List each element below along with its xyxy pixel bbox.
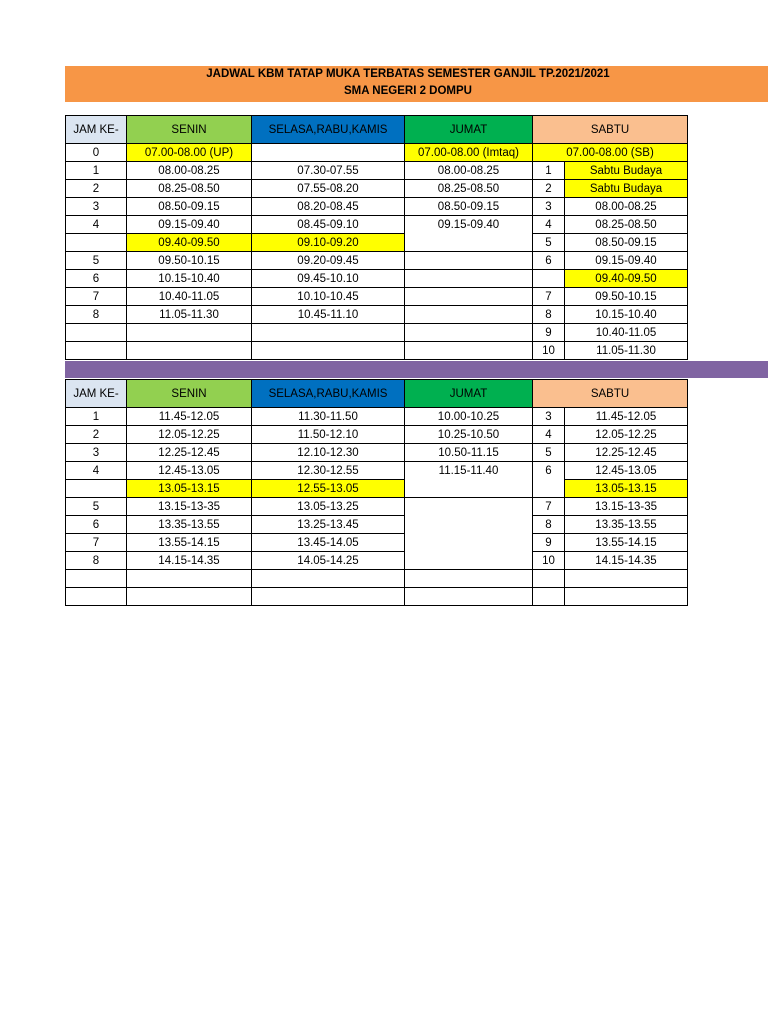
cell-selasa: 10.10-10.45 xyxy=(252,288,405,306)
cell-jumat xyxy=(405,324,533,342)
cell-sabtu-no: 9 xyxy=(533,534,565,552)
cell-selasa: 12.10-12.30 xyxy=(252,444,405,462)
cell-sabtu: 12.05-12.25 xyxy=(565,426,688,444)
cell-sabtu-no: 8 xyxy=(533,516,565,534)
cell-senin: 07.00-08.00 (UP) xyxy=(127,144,252,162)
cell-sabtu-no: 7 xyxy=(533,288,565,306)
cell-sabtu: 12.25-12.45 xyxy=(565,444,688,462)
cell-jam: 4 xyxy=(66,216,127,234)
cell-sabtu: 14.15-14.35 xyxy=(565,552,688,570)
table-row xyxy=(66,198,688,216)
cell-jam: 1 xyxy=(66,162,127,180)
table-row xyxy=(66,516,688,534)
cell-senin: 09.50-10.15 xyxy=(127,252,252,270)
header-selasa: SELASA,RABU,KAMIS xyxy=(252,380,405,408)
cell-sabtu: 09.40-09.50 xyxy=(565,270,688,288)
table-row xyxy=(66,480,688,498)
cell-sabtu: 11.45-12.05 xyxy=(565,408,688,426)
table-row xyxy=(66,444,688,462)
title-banner xyxy=(65,66,768,102)
cell-jumat xyxy=(405,534,533,552)
title-line-1: JADWAL KBM TATAP MUKA TERBATAS SEMESTER GANJIL TP.2021/2021 xyxy=(206,68,610,80)
table-row xyxy=(66,288,688,306)
cell-sabtu-no: 5 xyxy=(533,444,565,462)
cell-jumat xyxy=(405,270,533,288)
header-senin: SENIN xyxy=(127,116,252,144)
cell-jam: 6 xyxy=(66,270,127,288)
cell-senin: 12.25-12.45 xyxy=(127,444,252,462)
cell-selasa xyxy=(252,588,405,606)
cell-jam: 2 xyxy=(66,180,127,198)
cell-sabtu: 07.00-08.00 (SB) xyxy=(533,144,688,162)
cell-selasa: 13.45-14.05 xyxy=(252,534,405,552)
cell-jumat: 09.15-09.40 xyxy=(405,216,533,234)
cell-selasa: 08.45-09.10 xyxy=(252,216,405,234)
cell-jumat xyxy=(405,570,533,588)
cell-senin xyxy=(127,342,252,360)
cell-jam xyxy=(66,480,127,498)
table-row xyxy=(66,462,688,480)
cell-senin xyxy=(127,570,252,588)
cell-sabtu-no xyxy=(533,570,565,588)
cell-jumat: 11.15-11.40 xyxy=(405,462,533,480)
cell-jumat xyxy=(405,342,533,360)
table-row xyxy=(66,306,688,324)
cell-sabtu-no: 10 xyxy=(533,552,565,570)
cell-selasa xyxy=(252,324,405,342)
cell-sabtu-no xyxy=(533,270,565,288)
cell-jam xyxy=(66,324,127,342)
cell-sabtu: 13.15-13-35 xyxy=(565,498,688,516)
cell-jumat xyxy=(405,516,533,534)
cell-sabtu-no: 9 xyxy=(533,324,565,342)
cell-senin: 13.35-13.55 xyxy=(127,516,252,534)
cell-sabtu: 11.05-11.30 xyxy=(565,342,688,360)
cell-senin: 14.15-14.35 xyxy=(127,552,252,570)
cell-jam: 7 xyxy=(66,288,127,306)
cell-jam: 1 xyxy=(66,408,127,426)
cell-selasa: 13.25-13.45 xyxy=(252,516,405,534)
cell-sabtu-no: 2 xyxy=(533,180,565,198)
cell-sabtu: 10.40-11.05 xyxy=(565,324,688,342)
cell-sabtu: 08.25-08.50 xyxy=(565,216,688,234)
cell-senin: 10.40-11.05 xyxy=(127,288,252,306)
cell-selasa: 09.20-09.45 xyxy=(252,252,405,270)
cell-jumat: 08.25-08.50 xyxy=(405,180,533,198)
cell-jam xyxy=(66,342,127,360)
cell-jam: 7 xyxy=(66,534,127,552)
cell-senin: 13.05-13.15 xyxy=(127,480,252,498)
cell-senin: 11.05-11.30 xyxy=(127,306,252,324)
table-row xyxy=(66,270,688,288)
cell-sabtu-no: 3 xyxy=(533,198,565,216)
cell-senin xyxy=(127,588,252,606)
table-row xyxy=(66,534,688,552)
cell-sabtu-no: 4 xyxy=(533,426,565,444)
cell-jam: 6 xyxy=(66,516,127,534)
header-jumat: JUMAT xyxy=(405,380,533,408)
header-jumat: JUMAT xyxy=(405,116,533,144)
cell-sabtu-no: 1 xyxy=(533,162,565,180)
cell-senin xyxy=(127,324,252,342)
cell-senin: 08.00-08.25 xyxy=(127,162,252,180)
cell-senin: 10.15-10.40 xyxy=(127,270,252,288)
header-jam: JAM KE- xyxy=(66,380,127,408)
cell-selasa: 12.55-13.05 xyxy=(252,480,405,498)
table-row xyxy=(66,144,688,162)
cell-jam xyxy=(66,234,127,252)
cell-sabtu-no: 10 xyxy=(533,342,565,360)
cell-selasa: 09.45-10.10 xyxy=(252,270,405,288)
cell-jam: 5 xyxy=(66,498,127,516)
cell-jumat: 10.00-10.25 xyxy=(405,408,533,426)
cell-jam: 8 xyxy=(66,306,127,324)
schedule-table-2 xyxy=(65,379,688,606)
cell-sabtu: 13.55-14.15 xyxy=(565,534,688,552)
header-selasa: SELASA,RABU,KAMIS xyxy=(252,116,405,144)
table-row xyxy=(66,588,688,606)
cell-sabtu: 12.45-13.05 xyxy=(565,462,688,480)
cell-senin: 12.45-13.05 xyxy=(127,462,252,480)
cell-selasa xyxy=(252,570,405,588)
cell-jumat xyxy=(405,306,533,324)
cell-senin: 13.55-14.15 xyxy=(127,534,252,552)
table-row xyxy=(66,552,688,570)
cell-sabtu-no xyxy=(533,588,565,606)
cell-sabtu-no: 6 xyxy=(533,252,565,270)
table-row xyxy=(66,252,688,270)
cell-sabtu-no: 7 xyxy=(533,498,565,516)
cell-sabtu: 13.35-13.55 xyxy=(565,516,688,534)
cell-jam xyxy=(66,588,127,606)
cell-sabtu-no: 5 xyxy=(533,234,565,252)
cell-selasa: 08.20-08.45 xyxy=(252,198,405,216)
cell-sabtu xyxy=(565,570,688,588)
cell-jumat xyxy=(405,552,533,570)
cell-selasa: 11.50-12.10 xyxy=(252,426,405,444)
cell-jumat xyxy=(405,288,533,306)
cell-selasa xyxy=(252,342,405,360)
cell-selasa xyxy=(252,144,405,162)
cell-jumat xyxy=(405,480,533,498)
table-header-row xyxy=(66,380,688,408)
cell-sabtu-no xyxy=(533,480,565,498)
table-row xyxy=(66,408,688,426)
header-sabtu: SABTU xyxy=(533,116,688,144)
cell-jumat: 08.50-09.15 xyxy=(405,198,533,216)
cell-sabtu-no: 8 xyxy=(533,306,565,324)
cell-selasa: 13.05-13.25 xyxy=(252,498,405,516)
cell-jam: 3 xyxy=(66,198,127,216)
header-sabtu: SABTU xyxy=(533,380,688,408)
cell-jumat: 07.00-08.00 (Imtaq) xyxy=(405,144,533,162)
cell-sabtu: 09.50-10.15 xyxy=(565,288,688,306)
cell-senin: 09.40-09.50 xyxy=(127,234,252,252)
cell-jam: 8 xyxy=(66,552,127,570)
table-header-row xyxy=(66,116,688,144)
table-row xyxy=(66,498,688,516)
table-row xyxy=(66,162,688,180)
cell-jam: 3 xyxy=(66,444,127,462)
cell-selasa: 11.30-11.50 xyxy=(252,408,405,426)
cell-sabtu: Sabtu Budaya xyxy=(565,162,688,180)
cell-selasa: 10.45-11.10 xyxy=(252,306,405,324)
cell-senin: 08.50-09.15 xyxy=(127,198,252,216)
cell-jumat xyxy=(405,252,533,270)
cell-selasa: 14.05-14.25 xyxy=(252,552,405,570)
schedule-table-1 xyxy=(65,115,688,360)
table-row xyxy=(66,180,688,198)
cell-senin: 08.25-08.50 xyxy=(127,180,252,198)
cell-jam: 5 xyxy=(66,252,127,270)
cell-selasa: 07.30-07.55 xyxy=(252,162,405,180)
cell-jumat xyxy=(405,234,533,252)
cell-jumat: 10.50-11.15 xyxy=(405,444,533,462)
cell-jumat xyxy=(405,498,533,516)
cell-sabtu-no: 4 xyxy=(533,216,565,234)
cell-sabtu: 09.15-09.40 xyxy=(565,252,688,270)
cell-sabtu: 08.00-08.25 xyxy=(565,198,688,216)
section-separator xyxy=(65,361,768,378)
cell-jam: 0 xyxy=(66,144,127,162)
title-line-2: SMA NEGERI 2 DOMPU xyxy=(343,85,472,97)
table-row xyxy=(66,570,688,588)
cell-sabtu: Sabtu Budaya xyxy=(565,180,688,198)
cell-jam: 4 xyxy=(66,462,127,480)
table-row xyxy=(66,426,688,444)
cell-selasa: 09.10-09.20 xyxy=(252,234,405,252)
cell-selasa: 07.55-08.20 xyxy=(252,180,405,198)
cell-jam: 2 xyxy=(66,426,127,444)
cell-sabtu-no: 6 xyxy=(533,462,565,480)
cell-jumat: 10.25-10.50 xyxy=(405,426,533,444)
table-row xyxy=(66,216,688,234)
cell-senin: 11.45-12.05 xyxy=(127,408,252,426)
cell-selasa: 12.30-12.55 xyxy=(252,462,405,480)
cell-sabtu: 10.15-10.40 xyxy=(565,306,688,324)
cell-sabtu: 08.50-09.15 xyxy=(565,234,688,252)
table-row xyxy=(66,342,688,360)
cell-senin: 12.05-12.25 xyxy=(127,426,252,444)
cell-jumat xyxy=(405,588,533,606)
table-row xyxy=(66,324,688,342)
cell-senin: 13.15-13-35 xyxy=(127,498,252,516)
cell-jumat: 08.00-08.25 xyxy=(405,162,533,180)
header-jam: JAM KE- xyxy=(66,116,127,144)
cell-sabtu-no: 3 xyxy=(533,408,565,426)
cell-senin: 09.15-09.40 xyxy=(127,216,252,234)
cell-jam xyxy=(66,570,127,588)
cell-sabtu xyxy=(565,588,688,606)
table-row xyxy=(66,234,688,252)
header-senin: SENIN xyxy=(127,380,252,408)
cell-sabtu: 13.05-13.15 xyxy=(565,480,688,498)
